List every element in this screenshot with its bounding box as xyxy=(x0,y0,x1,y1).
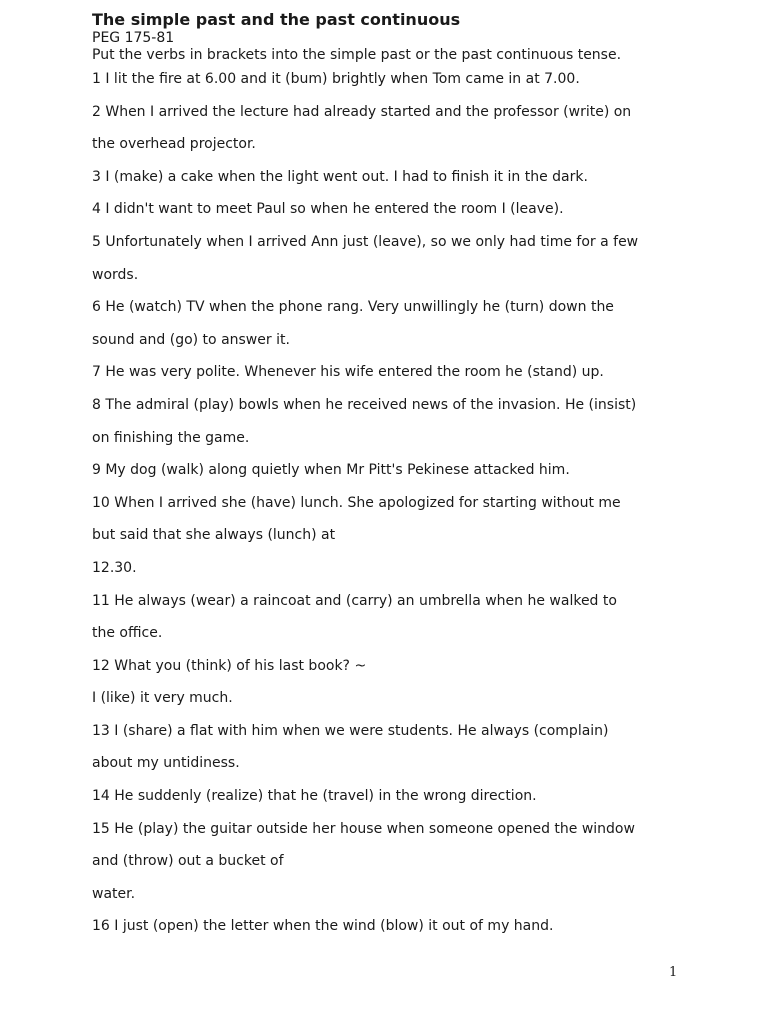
exercise-line: I (like) it very much. xyxy=(92,690,233,707)
page-number: 1 xyxy=(669,965,678,980)
exercise-line: water. xyxy=(92,885,136,902)
exercise-line: sound and (go) to answer it. xyxy=(92,331,290,348)
exercise-line: 11 He always (wear) a raincoat and (carry) an umbrella when he walked to xyxy=(92,592,617,609)
exercise-line: 6 He (watch) TV when the phone rang. Very unwillingly he (turn) down the xyxy=(92,299,614,316)
exercise-line: 2 When I arrived the lecture had already started and the professor (write) on xyxy=(92,103,632,120)
exercise-line: 12 What you (think) of his last book? ~ xyxy=(92,657,367,674)
exercise-line: 13 I (share) a flat with him when we were students. He always (complain) xyxy=(92,722,609,739)
exercise-line: 12.30. xyxy=(92,559,137,576)
exercise-line: 16 I just (open) the letter when the wind (blow) it out of my hand. xyxy=(92,918,554,935)
exercise-line: about my untidiness. xyxy=(92,755,240,772)
exercise-line: but said that she always (lunch) at xyxy=(92,527,336,544)
exercise-line: on finishing the game. xyxy=(92,429,250,446)
document-page xyxy=(92,10,692,950)
exercise-line: 8 The admiral (play) bowls when he received news of the invasion. He (insist) xyxy=(92,396,637,413)
exercise-lines xyxy=(92,70,692,950)
exercise-line: the office. xyxy=(92,625,163,642)
exercise-line: 3 I (make) a cake when the light went out. I had to finish it in the dark. xyxy=(92,168,588,185)
reference-code: PEG 175-81 xyxy=(92,30,175,46)
exercise-instruction: Put the verbs in brackets into the simple past or the past continuous tense. xyxy=(92,47,622,63)
exercise-line: 4 I didn't want to meet Paul so when he entered the room I (leave). xyxy=(92,201,564,218)
exercise-line: 1 I lit the fire at 6.00 and it (bum) brightly when Tom came in at 7.00. xyxy=(92,71,580,87)
exercise-line: the overhead projector. xyxy=(92,136,256,153)
exercise-line: 10 When I arrived she (have) lunch. She apologized for starting without me xyxy=(92,494,621,511)
exercise-line: 5 Unfortunately when I arrived Ann just (leave), so we only had time for a few xyxy=(92,233,639,250)
exercise-line: 15 He (play) the guitar outside her house when someone opened the window xyxy=(92,820,635,837)
document-title: The simple past and the past continuous xyxy=(92,10,461,29)
exercise-line: 14 He suddenly (realize) that he (travel) in the wrong direction. xyxy=(92,788,537,805)
exercise-line: words. xyxy=(92,266,139,283)
exercise-line: 7 He was very polite. Whenever his wife entered the room he (stand) up. xyxy=(92,364,604,381)
exercise-line: 9 My dog (walk) along quietly when Mr Pitt's Pekinese attacked him. xyxy=(92,462,570,479)
exercise-line: and (throw) out a bucket of xyxy=(92,853,284,870)
